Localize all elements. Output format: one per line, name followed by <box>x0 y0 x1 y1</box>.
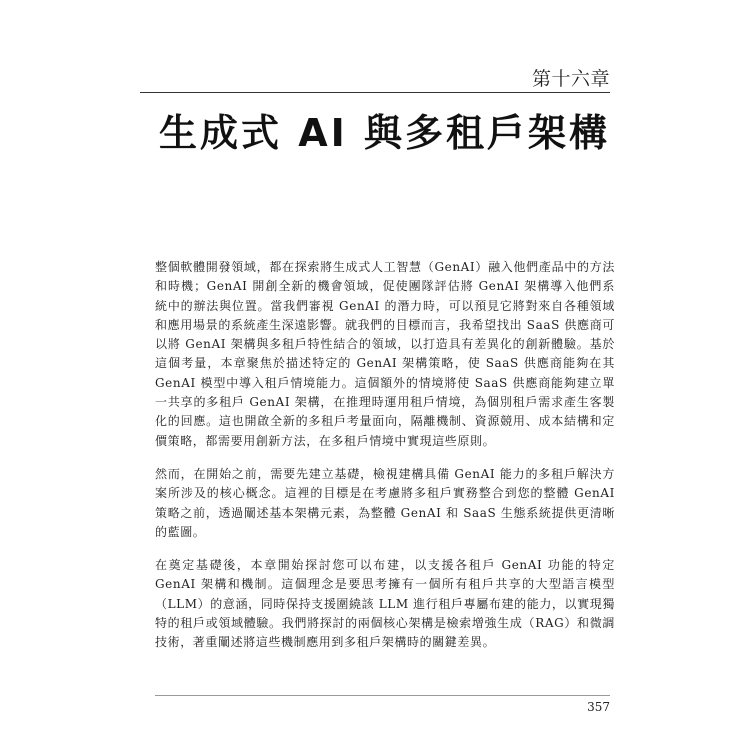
chapter-title: 生成式 AI 與多租戶架構 <box>158 111 610 155</box>
chapter-divider <box>140 92 610 93</box>
paragraph: 然而，在開始之前，需要先建立基礎，檢視建構具備 GenAI 能力的多租戶解決方案所涉及的核心概念。這裡的目標是在考慮將多租戶實務整合到您的整體 GenAI 策略之前，透過闡述基本架構元素，為整體 GenAI 和 SaaS 生態系統提供更清晰的藍圖。 <box>155 466 615 539</box>
paragraph: 整個軟體開發領域，都在探索將生成式人工智慧（GenAI）融入他們產品中的方法和時機；GenAI 開創全新的機會領域，促使團隊評估將 GenAI 架構導入他們系統中的辦法與位置。當我們審視 GenAI 的潛力時，可以預見它將對來自各種領域和應用場景的系統產生深遠影響。就我們的目標而言，我希望找出 SaaS 供應商可以將 GenAI 架構與多租戶特性結合的領域，以打造具有差異化的創新體驗。基於這個考量，本章聚焦於描述特定的 GenAI 架構策略，使 SaaS 供應商能夠在其 GenAI 模型中導入租戶情境能力。這個額外的情境將使 SaaS 供應商能夠建立單一共享的多租戶 GenAI 架構，在推理時運用租戶情境，為個別租戶需求產生客製化的回應。這也開啟全新的多租戶考量面向，隔離機制、資源競用、成本結構和定價策略，都需要用創新方法，在多租戶情境中實現這些原則。 <box>155 260 615 448</box>
paragraph: 在奠定基礎後，本章開始探討您可以布建，以支援各租戶 GenAI 功能的特定 GenAI 架構和機制。這個理念是要思考擁有一個所有租戶共享的大型語言模型（LLM）的意涵，同時保持支援圍繞該 LLM 進行租戶專屬布建的能力，以實現獨特的租戶或領域體驗。我們將探討的兩個核心架構是檢索增強生成（RAG）和微調技術，著重闡述將這些機制應用到多租戶架構時的關鍵差異。 <box>155 558 615 650</box>
chapter-label: 第十六章 <box>531 68 610 90</box>
body-text <box>155 258 615 667</box>
page-number: 357 <box>587 700 610 714</box>
footer-divider <box>155 695 610 696</box>
